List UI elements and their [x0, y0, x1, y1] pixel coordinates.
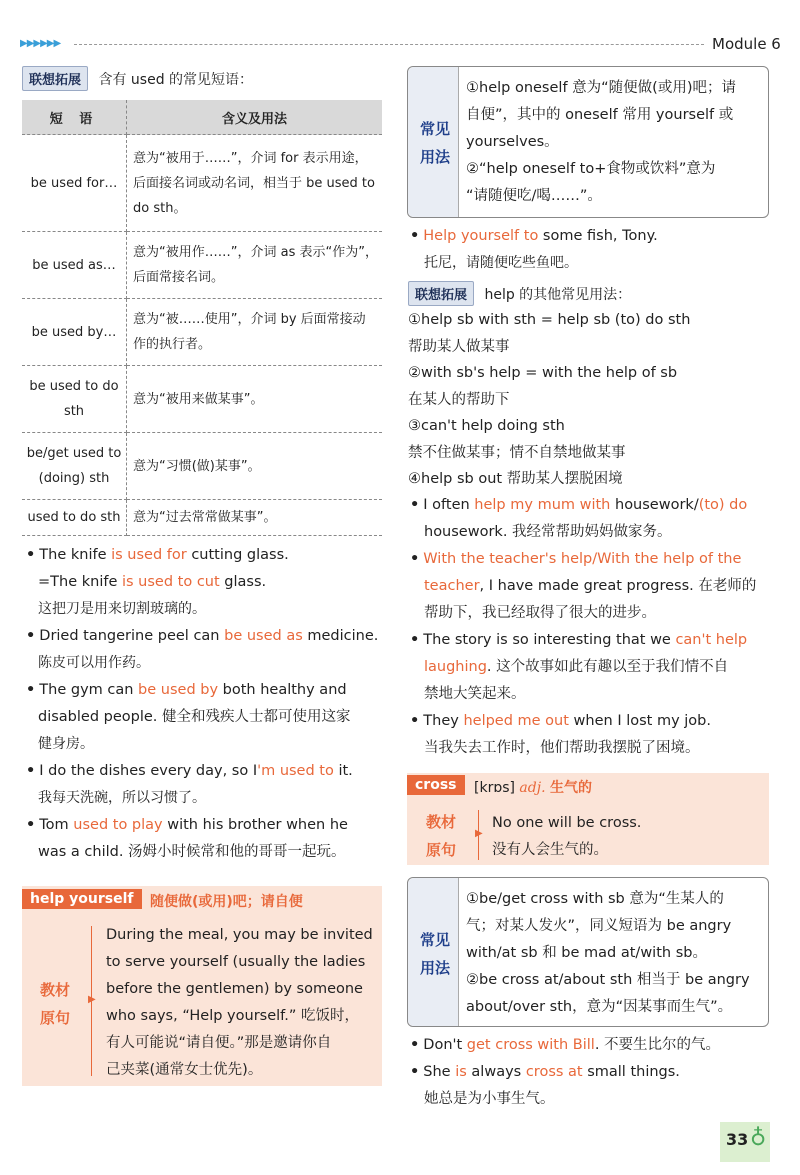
table-row: [22, 500, 382, 536]
help-examples: • I often help my mum with housework/(to) do housework. 我经常帮助妈妈做家务。 • With the teacher's help/With the help of the teacher, I have made great progress. 在老师的 帮助下，我已经取得了很大的进步。 • The story is so interesting that we can't help laughing. 这个故事如此有趣以至于我们情不自 禁地大笑起来。 • They helped me out when I lost my job. 当我失去工作时，他们帮助我摆脱了困境。: [410, 497, 757, 756]
module-title: Module 6: [712, 35, 781, 53]
tag-association: 联想拓展: [408, 281, 474, 306]
intro-text: 含有 used 的常见短语：: [98, 72, 254, 88]
example-translation: 陈皮可以用作药。: [38, 655, 150, 671]
example-translation: 健身房。: [38, 736, 94, 752]
textbook-label: 教材 原句: [40, 981, 71, 1027]
arrow-icon: ▶: [475, 828, 483, 839]
example-line: disabled people. 健全和残疾人士都可使用这家: [38, 709, 351, 725]
usage-label: 常见 用法: [419, 931, 450, 977]
phrase-cell: be used to do sth: [22, 366, 127, 433]
help-yourself-text: During the meal, you may be invited to serve yourself (usually the ladies before the gentlemen) by someone who says, “Help yourself.” 吃饭时， 有人可能说“请自便。”那是邀请你自 己夹菜(通常女士优先)。: [106, 927, 373, 1078]
textbook-label: 教材 原句: [426, 813, 457, 859]
left-intro: [22, 66, 253, 91]
usage-box-cross: [407, 877, 769, 1027]
example-line: • Tom used to play with his brother when he: [26, 817, 348, 833]
usage-box-help-oneself: [407, 66, 769, 218]
word-help-yourself: help yourself: [22, 889, 142, 909]
usage-text: ①be/get cross with sb 意为“生某人的 气；对某人发火”，同义短语为 be angry with/at sb 和 be mad at/with sb。 ②be cross at/about sth 相当于 be angry about/over sth，意为“因某事而生气”。: [466, 891, 750, 1015]
example-translation: 我每天洗碗，所以习惯了。: [38, 790, 206, 806]
meaning-cell: 意为“被……使用”，介词 by 后面常接动作的执行者。: [127, 299, 383, 366]
phrase-cell: be/get used to (doing) sth: [22, 433, 127, 500]
help-yourself-example: • Help yourself to some fish, Tony. 托尼，请随便吃些鱼吧。: [410, 228, 658, 271]
example-line: =The knife is used to cut glass.: [38, 574, 267, 590]
phrase-cell: be used by…: [22, 299, 127, 366]
help-uses-intro: 联想拓展 help 的其他常见用法：: [408, 281, 631, 306]
phrase-cell: be used as…: [22, 232, 127, 299]
meaning-cell: 意为“过去常常做某事”。: [127, 500, 383, 536]
word-cross: cross: [407, 775, 465, 795]
used-examples: [26, 542, 382, 866]
phrase-cell: be used for…: [22, 135, 127, 232]
table-row: [22, 232, 382, 299]
table-row: [22, 299, 382, 366]
page-number-badge: [720, 1122, 770, 1162]
help-uses-list: ①help sb with sth = help sb (to) do sth 帮助某人做某事 ②with sb's help = with the help of sb 在某人的帮助下 ③can't help doing sth 禁不住做某事；情不自禁地做某事 ④help sb out 帮助某人摆脱困境: [408, 312, 691, 487]
example-line: was a child. 汤姆小时候常和他的哥哥一起玩。: [38, 844, 346, 860]
table-row: [22, 135, 382, 232]
usage-label: 常见 用法: [419, 120, 450, 166]
cross-text: No one will be cross. 没有人会生气的。: [492, 815, 642, 858]
table-header-row: [22, 100, 382, 135]
table-row: [22, 366, 382, 433]
example-line: • The gym can be used by both healthy and: [26, 682, 347, 698]
table-row: [22, 433, 382, 500]
arrow-icon: ▶: [88, 994, 96, 1005]
balloon-icon: ♁: [750, 1126, 767, 1151]
cross-definition: [krɒs] adj. 生气的: [474, 780, 592, 796]
tag-association: 联想拓展: [22, 66, 88, 91]
meaning-cell: 意为“被用来做某事”。: [127, 366, 383, 433]
example-line: • I do the dishes every day, so I'm used to it.: [26, 763, 353, 779]
example-translation: 这把刀是用来切割玻璃的。: [38, 601, 206, 617]
header-rule: [74, 44, 704, 45]
col-header-meaning: 含义及用法: [127, 100, 383, 135]
example-line: • Dried tangerine peel can be used as medicine.: [26, 628, 379, 644]
help-yourself-meaning: 随便做(或用)吧；请自便: [150, 894, 303, 910]
phrase-cell: used to do sth: [22, 500, 127, 536]
usage-text: ①help oneself 意为“随便做(或用)吧；请 自便”，其中的 oneself 常用 yourself 或 yourselves。 ②“help oneself to+食物或饮料”意为 “请随便吃/喝……”。: [466, 80, 736, 204]
phrase-table: [22, 100, 382, 536]
meaning-cell: 意为“习惯(做)某事”。: [127, 433, 383, 500]
meaning-cell: 意为“被用于……”，介词 for 表示用途，后面接名词或动名词，相当于 be used to do sth。: [127, 135, 383, 232]
col-header-phrase: 短 语: [22, 100, 127, 135]
page-number: 33: [726, 1130, 749, 1149]
meaning-cell: 意为“被用作……”，介词 as 表示“作为”，后面常接名词。: [127, 232, 383, 299]
example-line: • The knife is used for cutting glass.: [26, 547, 289, 563]
cross-examples: • Don't get cross with Bill. 不要生比尔的气。 • She is always cross at small things. 她总是为小事生气。: [410, 1037, 721, 1107]
header-arrows: ▶▶▶▶▶▶: [20, 38, 61, 49]
